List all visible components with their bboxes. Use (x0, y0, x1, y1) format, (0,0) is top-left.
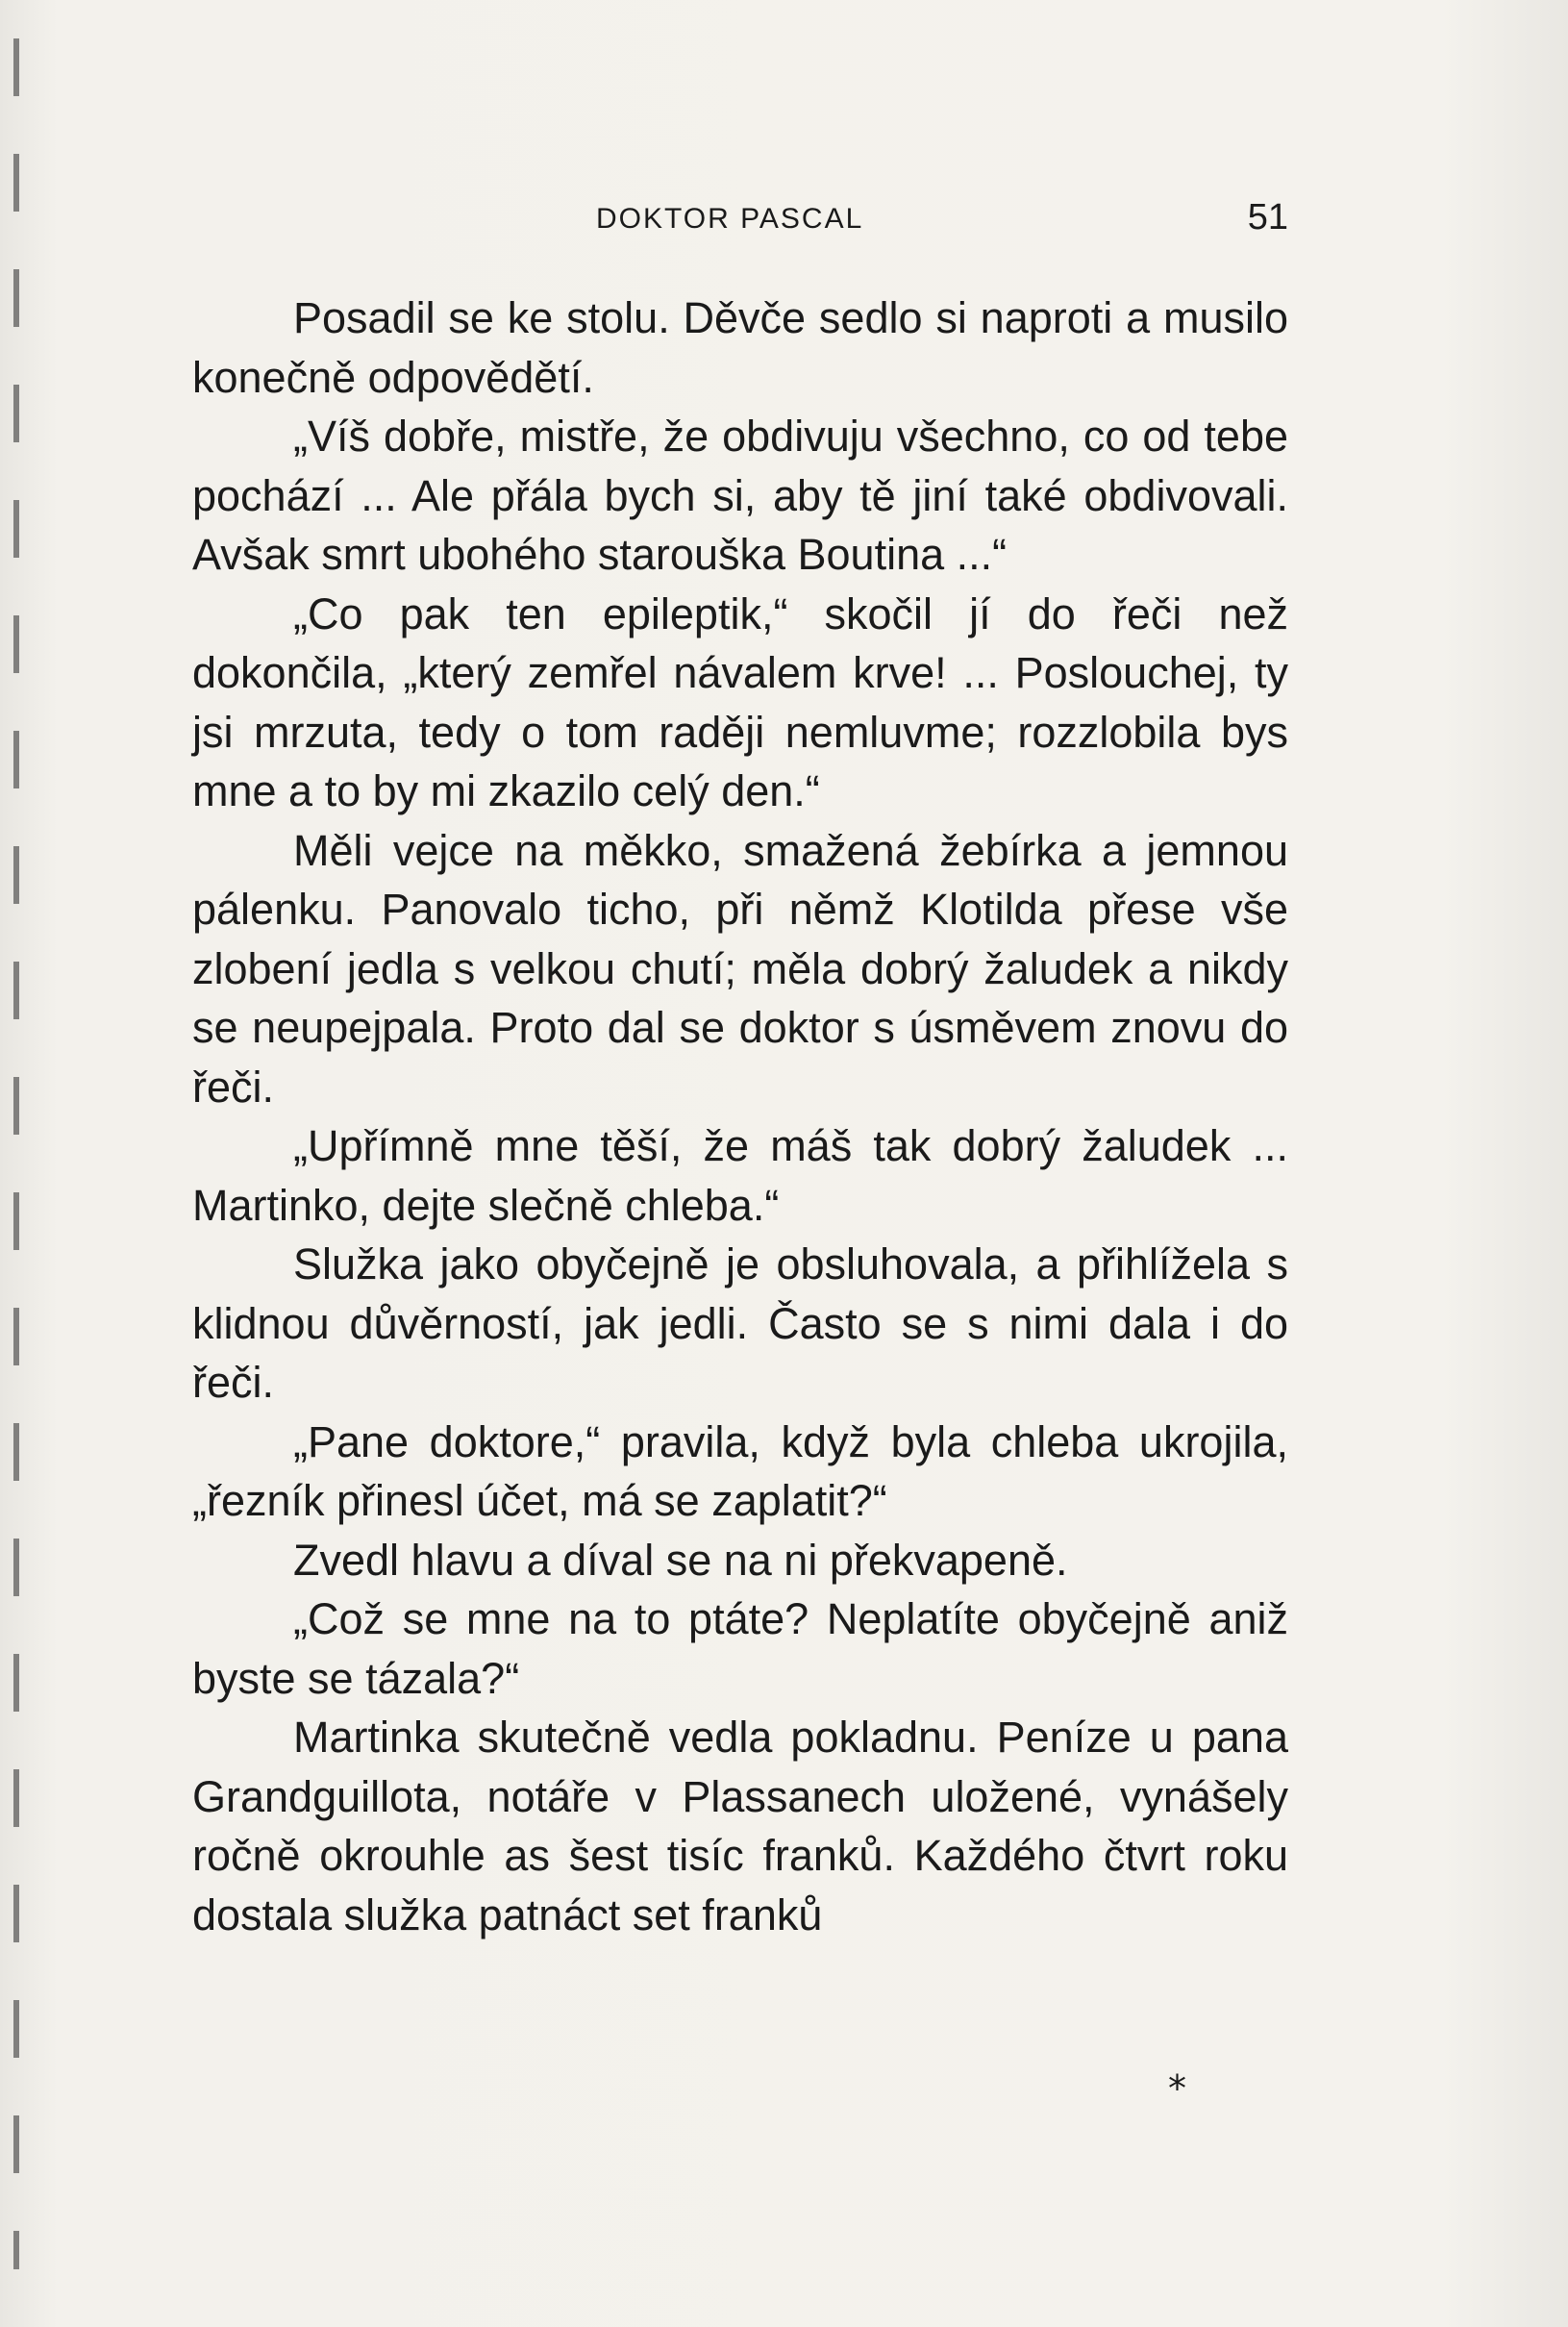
running-head: DOKTOR PASCAL (596, 203, 864, 235)
page-header (192, 197, 1288, 245)
paragraph: Posadil se ke stolu. Děvče sedlo si naproti a musilo konečně odpovědětí. (192, 293, 1288, 402)
page-number: 51 (1247, 197, 1288, 238)
paragraph: Zvedl hlavu a díval se na ni překvapeně. (293, 1535, 1068, 1585)
body-text (192, 288, 1288, 1944)
paragraph: Měli vejce na měkko, smažená žebírka a jemnou pálenku. Panovalo ticho, při němž Klotilda přese vše zlobení jedla s velkou chutí; měla dobrý žaludek a nikdy se neupejpala. Proto dal se doktor s úsměvem znovu do řeči. (192, 825, 1288, 1112)
paragraph: „Upřímně mne těší, že máš tak dobrý žaludek ... Martinko, dejte slečně chleba.“ (192, 1121, 1288, 1230)
paragraph: „Co pak ten epileptik,“ skočil jí do řeči než dokončila, „který zemřel návalem krve! ... Poslouchej, ty jsi mrzuta, tedy o tom raději nemluvme; rozzlobila bys mne a to by mi zkazilo celý den.“ (192, 588, 1288, 815)
paragraph: „Což se mne na to ptáte? Neplatíte obyčejně aniž byste se tázala?“ (192, 1594, 1288, 1703)
signature-mark: * (1168, 2067, 1186, 2110)
paragraph: Služka jako obyčejně je obsluhovala, a přihlížela s klidnou důvěrností, jak jedli. Často se s nimi dala i do řeči. (192, 1239, 1288, 1407)
paragraph: „Pane doktore,“ pravila, když byla chleba ukrojila, „řezník přinesl účet, má se zaplatit?“ (192, 1416, 1288, 1525)
paragraph: „Víš dobře, mistře, že obdivuju všechno, co od tebe pochází ... Ale přála bych si, aby tě jiní také obdivovali. Avšak smrt ubohého starouška Boutina ...“ (192, 412, 1288, 579)
binding-edge (13, 38, 19, 2269)
paragraph: Martinka skutečně vedla pokladnu. Peníze u pana Grandguillota, notáře v Plassanech uložené, vynášely ročně okrouhle as šest tisíc franků. Každého čtvrt roku dostala služka patnáct set franků (192, 1713, 1288, 1939)
